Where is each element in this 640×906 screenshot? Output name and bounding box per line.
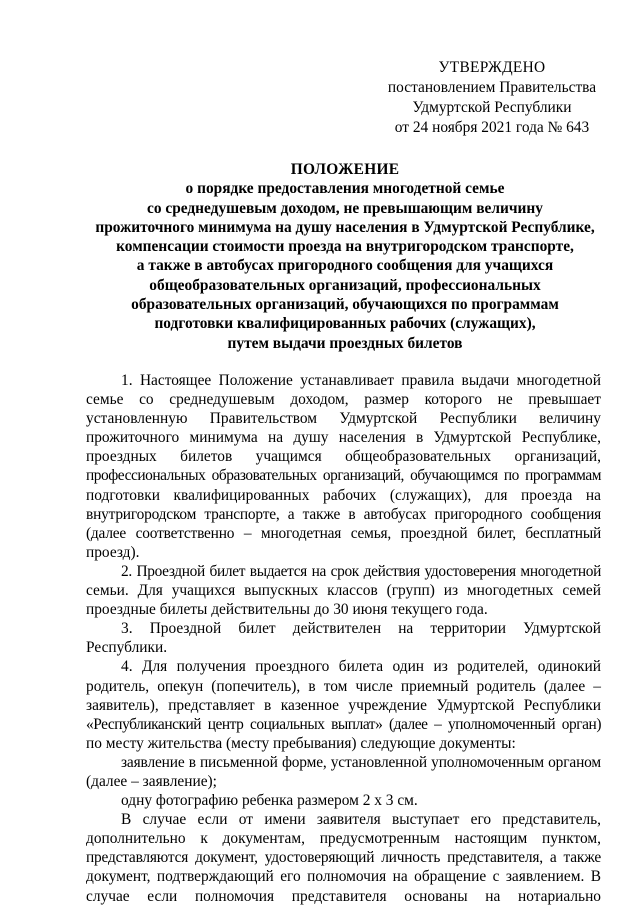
body-line: внутригородском транспорте, а также в автобусах пригородного сообщения (86, 505, 601, 523)
title-line-7: образовательных организаций, обучающихся по программам (131, 296, 559, 314)
body-line: профессиональных образовательных организаций, обучающимся по программам (86, 467, 601, 485)
title-line-6: общеобразовательных организаций, профессиональных (149, 276, 541, 294)
body-line: (далее – заявление); (86, 772, 217, 790)
document-title (80, 160, 610, 353)
body-line: 1. Настоящее Положение устанавливает правила выдачи многодетной (121, 372, 601, 389)
body-line: проезд). (86, 543, 140, 561)
body-line: представляются документ, удостоверяющий личность представителя, а также (86, 849, 601, 867)
body-line: установленную Правительством Удмуртской Республики величину (86, 410, 601, 428)
body-line: родитель, опекун (попечитель), в том числе приемный родитель (далее – (86, 677, 601, 695)
body-line: 2. Проездной билет выдается на срок действия удостоверения многодетной (121, 562, 601, 580)
title-line-9: путем выдачи проездных билетов (227, 334, 463, 352)
body-line: заявитель), представляет в казенное учреждение Удмуртской Республики (86, 696, 601, 714)
title-line-2: со среднедушевым доходом, не превышающим величину (147, 199, 543, 217)
body-line: семье со среднедушевым доходом, размер которого не превышает (86, 391, 601, 409)
body-line: прожиточного минимума на душу населения в Удмуртской Республике, (86, 429, 601, 447)
title-main: ПОЛОЖЕНИЕ (290, 161, 400, 178)
approval-line-3: от 24 ноября 2021 года № 643 (394, 119, 590, 136)
body-line: семьи. Для учащихся выпускных классов (групп) из многодетных семей (86, 582, 601, 600)
body-line: проездных билетов учащимся общеобразовательных организаций, (86, 448, 601, 466)
approval-heading: УТВЕРЖДЕНО (438, 59, 546, 76)
body-line: проездные билеты действительны до 30 июня текущего года. (86, 601, 488, 619)
body-line: 3. Проездной билет действителен на территории Удмуртской Республики. (86, 620, 601, 657)
body-line: (далее соответственно – многодетная семья, проездной билет, бесплатный (86, 524, 601, 542)
title-line-1: о порядке предоставления многодетной семье (185, 180, 505, 198)
body-line: подготовки квалифицированных рабочих (служащих), для проезда на (86, 486, 601, 504)
approval-stamp (372, 58, 612, 138)
body-line: одну фотографию ребенка размером 2 х 3 см. (121, 792, 418, 810)
title-line-4: компенсации стоимости проезда на внутригородском транспорте, (116, 238, 574, 256)
body-line: В случае если от имени заявителя выступает его представитель, (121, 811, 601, 829)
body-line: по месту жительства (месту пребывания) следующие документы: (86, 734, 516, 752)
body-line: «Республиканский центр социальных выплат» (далее – уполномоченный орган) (86, 715, 601, 733)
title-line-8: подготовки квалифицированных рабочих (служащих), (154, 315, 536, 333)
body-line: случае если полномочия представителя основаны на нотариально (86, 887, 601, 905)
body-line: 4. Для получения проездного билета один из родителей, одинокий (121, 658, 601, 676)
body-line: заявление в письменной форме, установленной уполномоченным органом (121, 753, 601, 771)
title-line-5: а также в автобусах пригородного сообщения для учащихся (136, 257, 554, 275)
title-line-3: прожиточного минимума на душу населения в Удмуртской Республике, (95, 218, 595, 236)
approval-line-2: Удмуртской Республики (412, 99, 572, 116)
document-body (86, 371, 601, 906)
approval-line-1: постановлением Правительства (387, 79, 597, 96)
body-line: дополнительно к документам, предусмотренным настоящим пунктом, (86, 830, 601, 848)
body-line: документ, подтверждающий его полномочия на обращение с заявлением. В (86, 868, 601, 886)
